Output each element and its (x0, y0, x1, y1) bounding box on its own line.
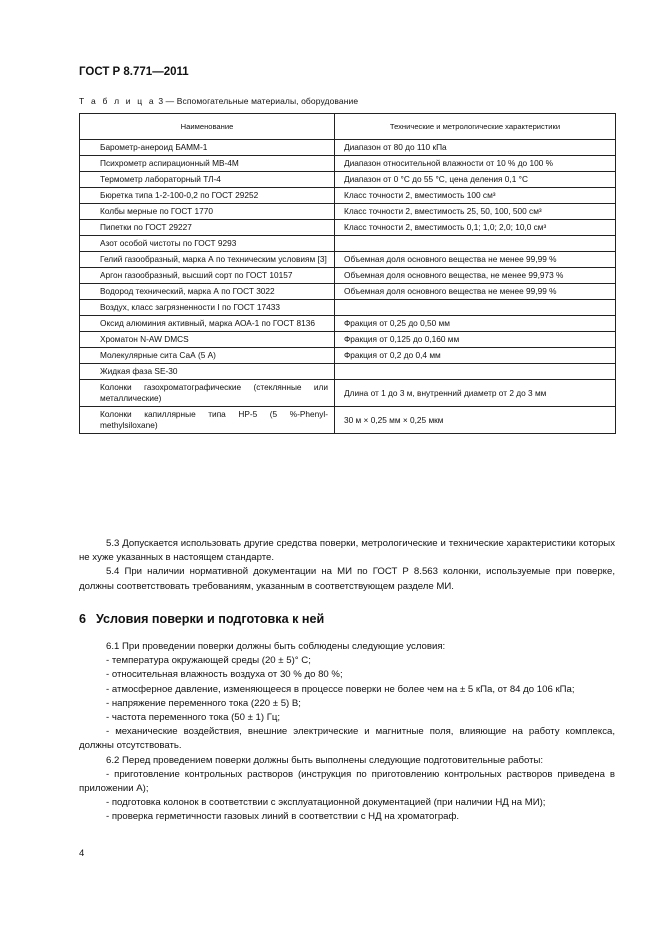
section6-body (79, 640, 615, 825)
cell-name: Водород технический, марка А по ГОСТ 3022 (80, 284, 335, 300)
paragraph-6-1: 6.1 При проведении поверки должны быть соблюдены следующие условия: (106, 641, 446, 652)
section-6-heading (79, 612, 324, 626)
table-row (80, 407, 616, 434)
table-row (80, 380, 616, 407)
cell-characteristics (335, 364, 616, 380)
cell-name: Психрометр аспирационный МВ-4М (80, 156, 335, 172)
condition-item: - механические воздействия, внешние электрические и магнитные поля, влияющие на работу комплекса, должны отсутствовать. (79, 726, 615, 752)
cell-name: Колбы мерные по ГОСТ 1770 (80, 204, 335, 220)
cell-name: Колонки капиллярные типа HP-5 (5 %-Phenyl-methylsiloxane) (80, 407, 335, 434)
page-number: 4 (79, 848, 85, 859)
table-row (80, 348, 616, 364)
cell-characteristics: Объемная доля основного вещества не менее 99,99 % (335, 252, 616, 268)
condition-item: - температура окружающей среды (20 ± 5)° С; (106, 655, 311, 667)
table-row (80, 284, 616, 300)
cell-characteristics: 30 м × 0,25 мм × 0,25 мкм (335, 407, 616, 434)
table-row (80, 188, 616, 204)
cell-name: Колонки газохроматографические (стеклянные или металлические) (80, 380, 335, 407)
cell-characteristics: Диапазон от 80 до 110 кПа (335, 140, 616, 156)
table-row (80, 172, 616, 188)
cell-name: Барометр-анероид БАММ-1 (80, 140, 335, 156)
conditions-list (79, 654, 615, 753)
section-title: Условия поверки и подготовка к ней (96, 612, 325, 626)
cell-name: Оксид алюминия активный, марка АОА-1 по ГОСТ 8136 (80, 316, 335, 332)
cell-characteristics: Класс точности 2, вместимость 25, 50, 100, 500 см³ (335, 204, 616, 220)
condition-item: - напряжение переменного тока (220 ± 5) В; (106, 697, 301, 709)
table-caption-prefix: Т а б л и ц а (79, 96, 156, 106)
cell-characteristics: Диапазон от 0 °С до 55 °С, цена деления 0,1 °С (335, 172, 616, 188)
cell-characteristics: Диапазон относительной влажности от 10 % до 100 % (335, 156, 616, 172)
cell-characteristics: Фракция от 0,25 до 0,50 мм (335, 316, 616, 332)
preparation-item: - подготовка колонок в соответствии с эксплуатационной документацией (при наличии НД на МИ); (106, 797, 546, 809)
cell-name: Термометр лабораторный ТЛ-4 (80, 172, 335, 188)
section5-paragraphs (79, 537, 615, 594)
table-caption (79, 96, 358, 106)
cell-name: Азот особой чистоты по ГОСТ 9293 (80, 236, 335, 252)
preparation-item: - проверка герметичности газовых линий в соответствии с НД на хроматограф. (106, 811, 460, 823)
table-row (80, 300, 616, 316)
cell-name: Аргон газообразный, высший сорт по ГОСТ 10157 (80, 268, 335, 284)
document-header: ГОСТ Р 8.771—2011 (79, 66, 189, 78)
table-row (80, 204, 616, 220)
equipment-table (79, 113, 616, 434)
table-row (80, 156, 616, 172)
table-row (80, 268, 616, 284)
column-header-name: Наименование (80, 114, 335, 140)
section-number: 6 (79, 612, 87, 626)
cell-characteristics (335, 236, 616, 252)
paragraph-5-3: 5.3 Допускается использовать другие средства поверки, метрологические и технические характеристики которых не хуже указанных в настоящем стандарте. (79, 538, 615, 564)
table-row (80, 236, 616, 252)
cell-name: Бюретка типа 1-2-100-0,2 по ГОСТ 29252 (80, 188, 335, 204)
table-row (80, 316, 616, 332)
condition-item: - частота переменного тока (50 ± 1) Гц; (106, 712, 281, 724)
paragraph-5-4: 5.4 При наличии нормативной документации на МИ по ГОСТ Р 8.563 колонки, используемые при поверке, должны соответствовать требованиям, указанным в соответствующем разделе МИ. (79, 566, 615, 592)
condition-item: - атмосферное давление, изменяющееся в процессе поверки не более чем на ± 5 кПа, от 84 до 106 кПа; (106, 683, 575, 695)
cell-characteristics: Класс точности 2, вместимость 100 см³ (335, 188, 616, 204)
cell-characteristics (335, 300, 616, 316)
cell-characteristics: Длина от 1 до 3 м, внутренний диаметр от 2 до 3 мм (335, 380, 616, 407)
cell-name: Воздух, класс загрязненности I по ГОСТ 17433 (80, 300, 335, 316)
table-caption-text: 3 — Вспомогательные материалы, оборудование (158, 96, 359, 106)
table-header-row (80, 114, 616, 140)
paragraph-6-2: 6.2 Перед проведением поверки должны быть выполнены следующие подготовительные работы: (106, 754, 544, 766)
cell-name: Гелий газообразный, марка А по техническим условиям [3] (80, 252, 335, 268)
cell-name: Пипетки по ГОСТ 29227 (80, 220, 335, 236)
cell-characteristics: Объемная доля основного вещества не менее 99,99 % (335, 284, 616, 300)
preparation-list (79, 768, 615, 825)
condition-item: - относительная влажность воздуха от 30 % до 80 %; (106, 669, 343, 681)
cell-characteristics: Фракция от 0,2 до 0,4 мм (335, 348, 616, 364)
cell-characteristics: Объемная доля основного вещества, не менее 99,973 % (335, 268, 616, 284)
table-row (80, 220, 616, 236)
table-row (80, 364, 616, 380)
column-header-characteristics: Технические и метрологические характеристики (335, 114, 616, 140)
cell-name: Хроматон N-AW DMCS (80, 332, 335, 348)
table-row (80, 140, 616, 156)
cell-name: Молекулярные сита СаА (5 А) (80, 348, 335, 364)
cell-characteristics: Класс точности 2, вместимость 0,1; 1,0; 2,0; 10,0 см³ (335, 220, 616, 236)
preparation-item: - приготовление контрольных растворов (инструкция по приготовлению контрольных растворов приведена в приложении А); (79, 768, 615, 795)
table-row (80, 252, 616, 268)
table-row (80, 332, 616, 348)
cell-characteristics: Фракция от 0,125 до 0,160 мм (335, 332, 616, 348)
cell-name: Жидкая фаза SE-30 (80, 364, 335, 380)
